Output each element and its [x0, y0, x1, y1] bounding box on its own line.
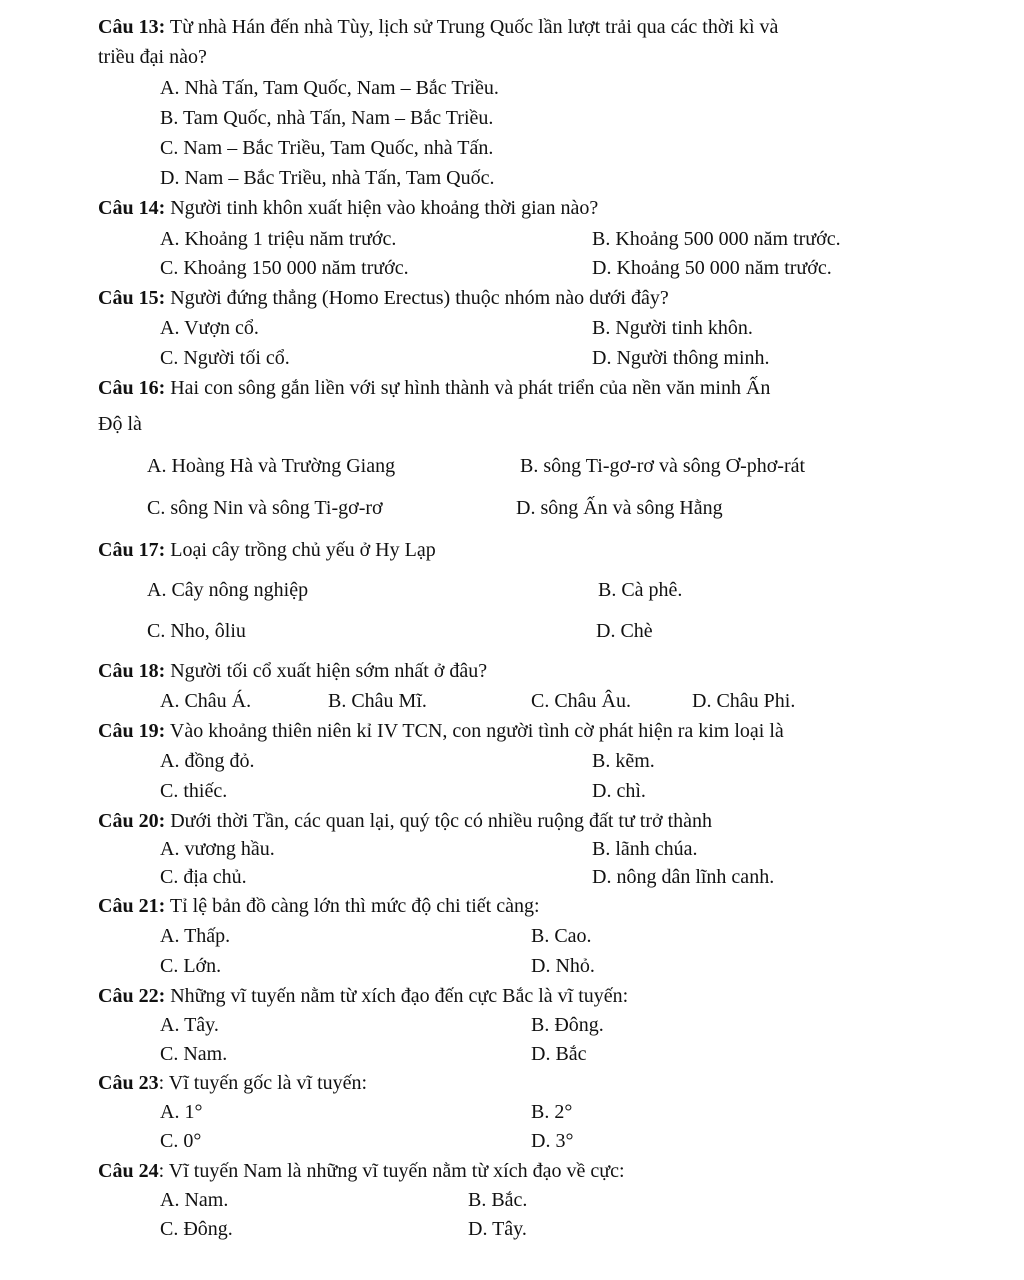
- option-c: C. Người tối cổ.: [160, 347, 290, 369]
- option-a: A. Nhà Tấn, Tam Quốc, Nam – Bắc Triều.: [160, 77, 499, 99]
- option-b: B. lãnh chúa.: [592, 838, 698, 860]
- option-c: C. sông Nin và sông Ti-gơ-rơ: [147, 497, 383, 519]
- question-text: Những vĩ tuyến nằm từ xích đạo đến cực Bắc là vĩ tuyến:: [165, 985, 629, 1007]
- question-13: [98, 14, 778, 40]
- question-text: Vào khoảng thiên niên kỉ IV TCN, con người tình cờ phát hiện ra kim loại là: [165, 720, 784, 742]
- option-a: A. 1°: [160, 1101, 203, 1123]
- option-a: A. Vượn cổ.: [160, 317, 259, 339]
- option-d: D. Khoảng 50 000 năm trước.: [592, 257, 832, 279]
- option-a: A. Nam.: [160, 1189, 229, 1211]
- option-b: B. Bắc.: [468, 1189, 528, 1211]
- option-b: B. Cà phê.: [598, 579, 683, 601]
- option-a: A. Tây.: [160, 1014, 219, 1036]
- question-16: [98, 375, 770, 401]
- option-c: C. Châu Âu.: [531, 690, 631, 712]
- question-21: [98, 893, 540, 919]
- question-text: : Vĩ tuyến gốc là vĩ tuyến:: [158, 1072, 368, 1094]
- option-a: A. vương hầu.: [160, 838, 275, 860]
- question-text: Tỉ lệ bản đồ càng lớn thì mức độ chi tiết càng:: [165, 895, 540, 917]
- question-number: Câu 18:: [98, 660, 166, 682]
- option-c: C. thiếc.: [160, 780, 228, 802]
- option-a: A. Châu Á.: [160, 690, 252, 712]
- option-b: B. 2°: [531, 1101, 573, 1123]
- option-b: B. sông Ti-gơ-rơ và sông Ơ-phơ-rát: [520, 455, 806, 477]
- question-text: Hai con sông gắn liền với sự hình thành và phát triển của nền văn minh Ấn: [165, 377, 771, 399]
- question-24: [98, 1158, 625, 1184]
- question-number: Câu 17:: [98, 539, 166, 561]
- option-c: C. Lớn.: [160, 955, 222, 977]
- option-c: C. Nam.: [160, 1043, 228, 1065]
- question-text-continued: Độ là: [98, 413, 142, 435]
- option-d: D. Châu Phi.: [692, 690, 796, 712]
- question-20: [98, 808, 712, 834]
- option-d: D. Bắc: [531, 1043, 587, 1065]
- option-c: C. Đông.: [160, 1218, 233, 1240]
- option-d: D. chì.: [592, 780, 646, 802]
- question-text: Dưới thời Tần, các quan lại, quý tộc có nhiều ruộng đất tư trở thành: [165, 810, 713, 832]
- option-b: B. Cao.: [531, 925, 592, 947]
- option-c: C. 0°: [160, 1130, 202, 1152]
- option-d: D. Chè: [596, 620, 653, 642]
- option-b: B. kẽm.: [592, 750, 655, 772]
- option-c: C. Nho, ôliu: [147, 620, 246, 642]
- question-14: [98, 195, 598, 221]
- question-23: [98, 1070, 367, 1096]
- option-c: C. địa chủ.: [160, 866, 247, 888]
- question-number: Câu 21:: [98, 895, 166, 917]
- question-text: Người tối cổ xuất hiện sớm nhất ở đâu?: [165, 660, 488, 682]
- option-a: A. Thấp.: [160, 925, 231, 947]
- question-15: [98, 285, 669, 311]
- option-b: B. Người tinh khôn.: [592, 317, 753, 339]
- question-text: Từ nhà Hán đến nhà Tùy, lịch sử Trung Quốc lần lượt trải qua các thời kì và: [165, 16, 779, 38]
- option-a: A. Khoảng 1 triệu năm trước.: [160, 228, 397, 250]
- question-text-continued: triều đại nào?: [98, 46, 207, 68]
- question-number: Câu 13:: [98, 16, 166, 38]
- option-b: B. Tam Quốc, nhà Tấn, Nam – Bắc Triều.: [160, 107, 494, 129]
- option-d: D. Nhỏ.: [531, 955, 595, 977]
- question-19: [98, 718, 784, 744]
- option-d: D. Tây.: [468, 1218, 527, 1240]
- question-18: [98, 658, 487, 684]
- option-a: A. Cây nông nghiệp: [147, 579, 309, 601]
- option-d: D. nông dân lĩnh canh.: [592, 866, 775, 888]
- option-a: A. Hoàng Hà và Trường Giang: [147, 455, 396, 477]
- question-number: Câu 19:: [98, 720, 166, 742]
- question-number: Câu 14:: [98, 197, 166, 219]
- question-number: Câu 23: [98, 1072, 159, 1094]
- option-d: D. sông Ấn và sông Hằng: [516, 497, 723, 519]
- option-d: D. Nam – Bắc Triều, nhà Tấn, Tam Quốc.: [160, 167, 495, 189]
- option-b: B. Đông.: [531, 1014, 604, 1036]
- question-number: Câu 22:: [98, 985, 166, 1007]
- option-c: C. Khoảng 150 000 năm trước.: [160, 257, 409, 279]
- question-text: Người tinh khôn xuất hiện vào khoảng thời gian nào?: [165, 197, 599, 219]
- question-number: Câu 24: [98, 1160, 159, 1182]
- option-d: D. Người thông minh.: [592, 347, 770, 369]
- question-number: Câu 20:: [98, 810, 166, 832]
- question-text: Người đứng thẳng (Homo Erectus) thuộc nhóm nào dưới đây?: [165, 287, 669, 309]
- question-text: Loại cây trồng chủ yếu ở Hy Lạp: [165, 539, 436, 561]
- question-number: Câu 15:: [98, 287, 166, 309]
- option-d: D. 3°: [531, 1130, 574, 1152]
- question-22: [98, 983, 628, 1009]
- option-a: A. đồng đỏ.: [160, 750, 255, 772]
- question-text: : Vĩ tuyến Nam là những vĩ tuyến nằm từ xích đạo về cực:: [158, 1160, 625, 1182]
- question-number: Câu 16:: [98, 377, 166, 399]
- option-b: B. Châu Mĩ.: [328, 690, 427, 712]
- option-b: B. Khoảng 500 000 năm trước.: [592, 228, 841, 250]
- option-c: C. Nam – Bắc Triều, Tam Quốc, nhà Tấn.: [160, 137, 494, 159]
- question-17: [98, 537, 436, 563]
